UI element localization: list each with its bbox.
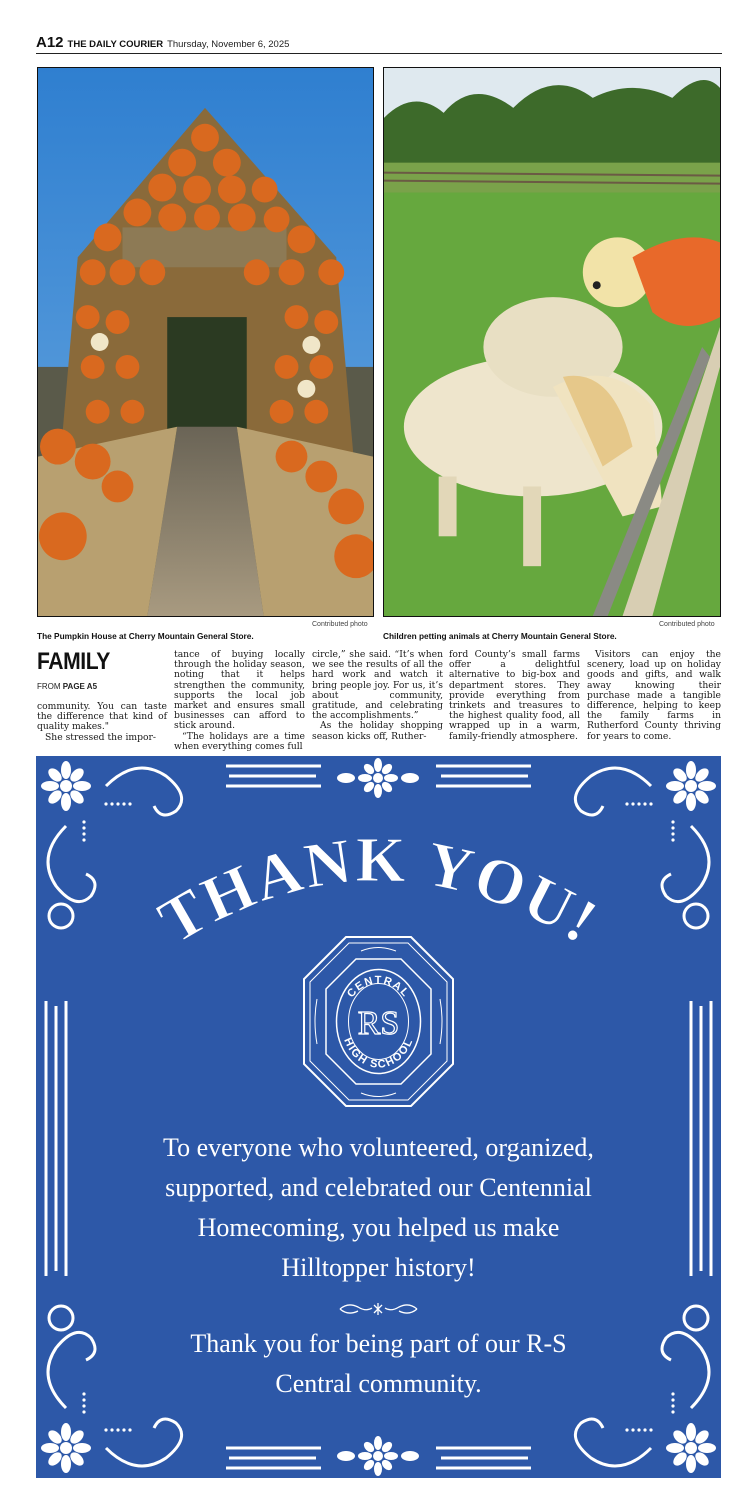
- article-column-1: [37, 702, 167, 743]
- article-column-3: [312, 650, 443, 742]
- crest-bottom-text: HIGH SCHOOL: [341, 1036, 416, 1071]
- crest-top-text: CENTRAL: [345, 974, 412, 1001]
- pumpkin-house-photo-icon: [38, 68, 373, 616]
- article-paragraph: ford County’s small farms offer a delightful alternative to big-box and department stores. They provide everything from trinkets and treasures to the highest quality food, all wrapped up in a warm, family-friendly atmosphere.: [449, 649, 580, 742]
- message-line: supported, and celebrated our Centennial: [165, 1173, 592, 1202]
- crest-monogram: RS: [357, 1005, 400, 1042]
- article-paragraph: “The holidays are a time when everything comes full: [174, 730, 305, 752]
- article-column-5: [587, 650, 721, 742]
- closing-message: [96, 1324, 661, 1404]
- page-folio: [36, 34, 722, 54]
- article-column-2: [174, 650, 305, 752]
- closing-line: Central community.: [275, 1369, 482, 1398]
- jump-from-label: FROM: [37, 682, 61, 691]
- article-paragraph: community. You can taste the difference that kind of quality makes.": [37, 701, 167, 733]
- pony-petting-photo: [383, 67, 721, 617]
- photo-credit: Contributed photo: [659, 621, 715, 628]
- pumpkin-house-photo: [37, 67, 374, 617]
- thank-you-message: [96, 1128, 661, 1288]
- photo-cutline: Children petting animals at Cherry Mountain General Store.: [383, 631, 617, 641]
- message-line: To everyone who volunteered, organized,: [163, 1133, 594, 1162]
- message-line: Hilltopper history!: [281, 1253, 476, 1282]
- message-line: Homecoming, you helped us make: [197, 1213, 560, 1242]
- central-high-school-crest-icon: [301, 934, 456, 1109]
- newspaper-name: THE DAILY COURIER: [67, 39, 164, 50]
- thank-you-advertisement: [36, 756, 721, 1478]
- photo-credit: Contributed photo: [312, 621, 368, 628]
- jump-headline: FAMILY: [37, 648, 110, 675]
- jump-from-line: [37, 682, 97, 691]
- article-paragraph: tance of buying locally through the holiday season, noting that it helps strengthen the community, supports the local job market and ensures small businesses can afford to stick around.: [174, 649, 305, 732]
- article-paragraph: circle,” she said. “It’s when we see the results of all the hard work and watch it bring people joy. For us, it’s about community, gratitude, and celebrating the accomplishments.”: [312, 649, 443, 722]
- jump-from-page-link[interactable]: PAGE A5: [62, 682, 98, 691]
- page-number: A12: [36, 34, 64, 51]
- issue-date: Thursday, November 6, 2025: [167, 39, 290, 50]
- article-paragraph: Visitors can enjoy the scenery, load up on holiday goods and gifts, and walk away knowing their purchase made a tangible difference, helping to keep the family farms in Rutherford County thriving for years to come.: [587, 649, 721, 742]
- closing-line: Thank you for being part of our R-S: [190, 1329, 567, 1358]
- ornamental-divider-icon: [336, 1300, 421, 1318]
- article-paragraph: As the holiday shopping season kicks off, Ruther-: [312, 720, 443, 742]
- pony-petting-photo-icon: [384, 68, 720, 616]
- article-paragraph: She stressed the impor-: [45, 731, 156, 743]
- headline-text: THANK YOU!: [146, 823, 611, 958]
- photo-cutline: The Pumpkin House at Cherry Mountain General Store.: [37, 631, 254, 641]
- article-column-4: [449, 650, 580, 742]
